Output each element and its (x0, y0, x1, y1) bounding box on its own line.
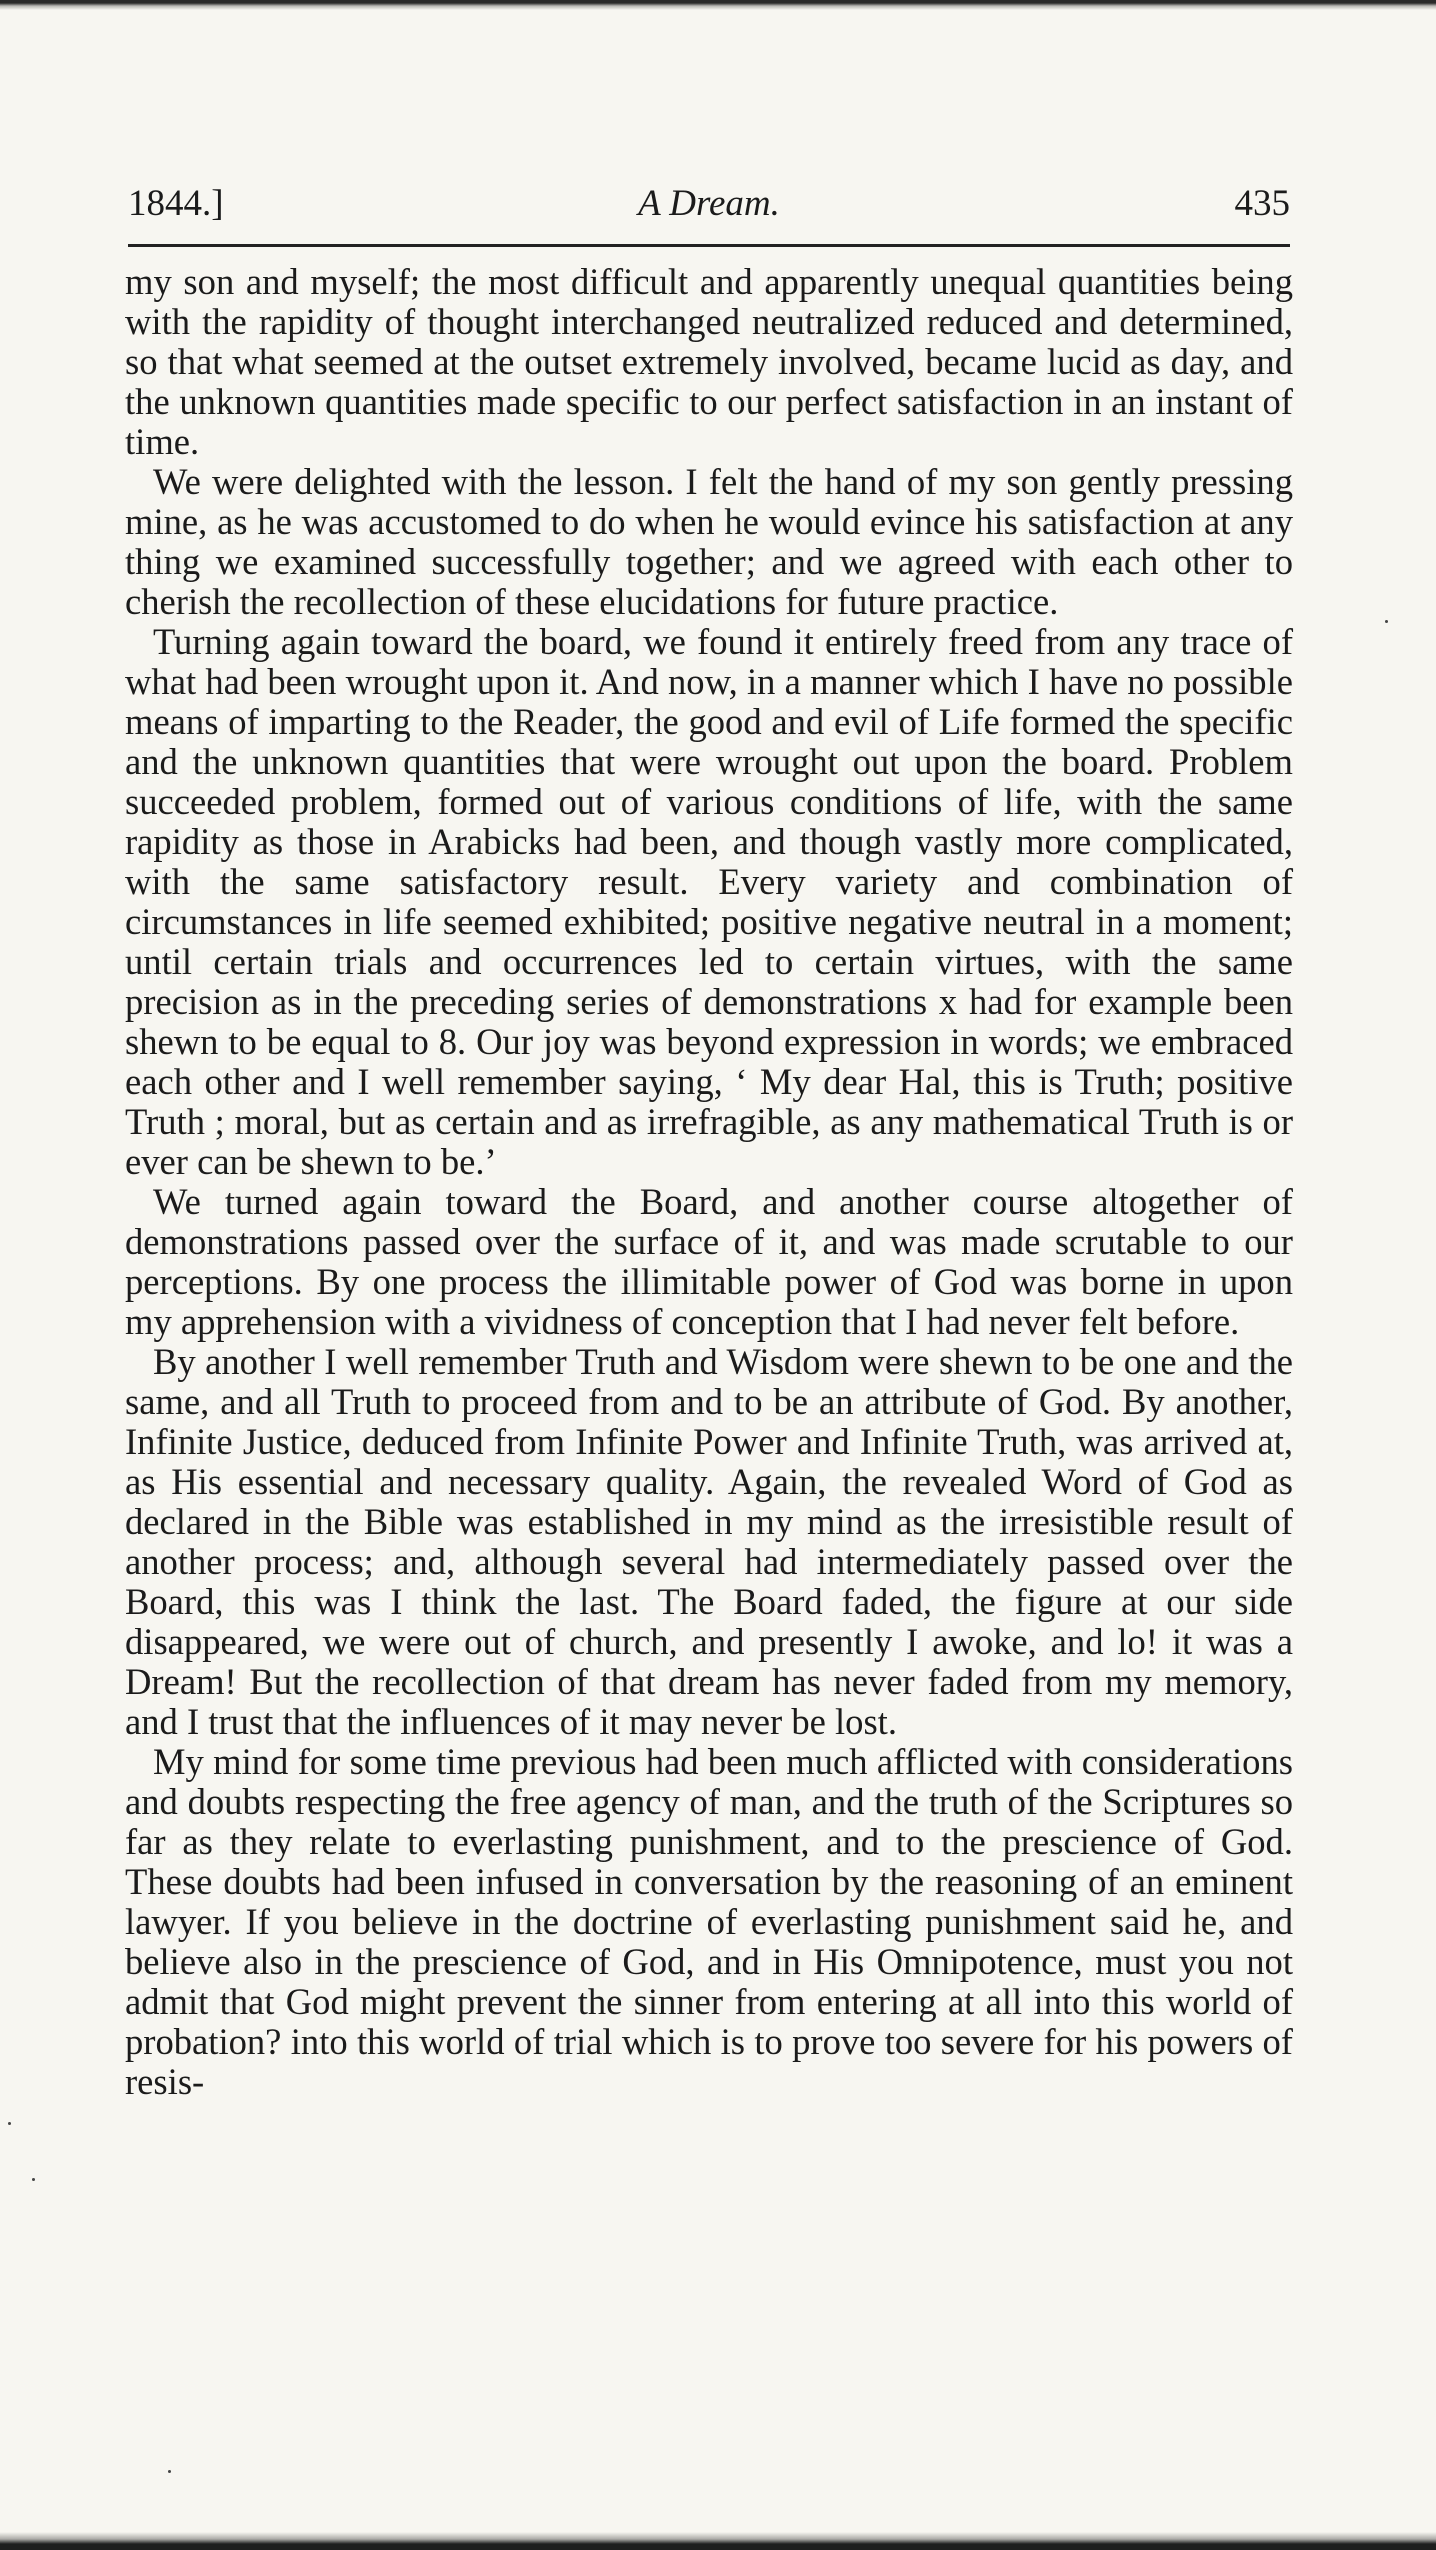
paragraph-1: my son and myself; the most difficult and apparently unequal quantities being with the rapidity of thought interchanged neutralized reduced and determined, so that what seemed at the outset extremely involved, became lucid as day, and the unknown quantities made specific to our perfect satisfaction in an instant of time. (125, 261, 1293, 462)
page-number: 435 (1234, 183, 1290, 224)
header-title: A Dream. (638, 183, 780, 224)
scan-speck (1385, 620, 1388, 623)
running-header (128, 182, 1290, 232)
scan-bottom-edge (0, 2532, 1436, 2550)
paragraph-6: My mind for some time previous had been much afflicted with considerations and doubts respecting the free agency of man, and the truth of the Scriptures so far as they relate to everlasting punishment, and to the prescience of God. These doubts had been infused in conversation by the reasoning of an eminent lawyer. If you believe in the doctrine of everlasting punishment said he, and believe also in the prescience of God, and in His Omnipotence, must you not admit that God might prevent the sinner from entering at all into this world of probation? into this world of trial which is to prove too severe for his powers of resis- (125, 1741, 1293, 2102)
scan-speck (168, 2470, 171, 2473)
paragraph-5: By another I well remember Truth and Wisdom were shewn to be one and the same, and all Truth to proceed from and to be an attribute of God. By another, Infinite Justice, deduced from Infinite Power and Infinite Truth, was arrived at, as His essential and necessary quality. Again, the revealed Word of God as declared in the Bible was established in my mind as the irresistible result of another process; and, although several had intermediately passed over the Board, this was I think the last. The Board faded, the figure at our side disappeared, we were out of church, and presently I awoke, and lo! it was a Dream! But the recollection of that dream has never faded from my memory, and I trust that the influences of it may never be lost. (125, 1341, 1293, 1742)
paragraph-3: Turning again toward the board, we found it entirely freed from any trace of what had been wrought upon it. And now, in a manner which I have no possible means of imparting to the Reader, the good and evil of Life formed the specific and the unknown quantities that were wrought out upon the board. Problem succeeded problem, formed out of various conditions of life, with the same rapidity as those in Arabicks had been, and though vastly more complicated, with the same satisfactory result. Every variety and combination of circumstances in life seemed exhibited; positive negative neutral in a moment; until certain trials and occurrences led to certain virtues, with the same precision as in the preceding series of demonstrations x had for example been shewn to be equal to 8. Our joy was beyond expression in words; we embraced each other and I well remember saying, ‘ My dear Hal, this is Truth; positive Truth ; moral, but as certain and as irrefragible, as any mathematical Truth is or ever can be shewn to be.’ (125, 621, 1293, 1182)
scan-speck (32, 2178, 35, 2181)
header-year: 1844.] (128, 183, 224, 224)
scan-speck (8, 2122, 11, 2125)
paragraph-4: We turned again toward the Board, and another course altogether of demonstrations passed over the surface of it, and was made scrutable to our perceptions. By one process the illimitable power of God was borne in upon my apprehension with a vividness of conception that I had never felt before. (125, 1181, 1293, 1342)
header-rule (128, 244, 1290, 247)
paragraph-2: We were delighted with the lesson. I felt the hand of my son gently pressing mine, as he was accustomed to do when he would evince his satisfaction at any thing we examined successfully together; and we agreed with each other to cherish the recollection of these elucidations for future practice. (125, 461, 1293, 622)
body-text (125, 262, 1293, 2102)
scan-top-edge (0, 0, 1436, 10)
